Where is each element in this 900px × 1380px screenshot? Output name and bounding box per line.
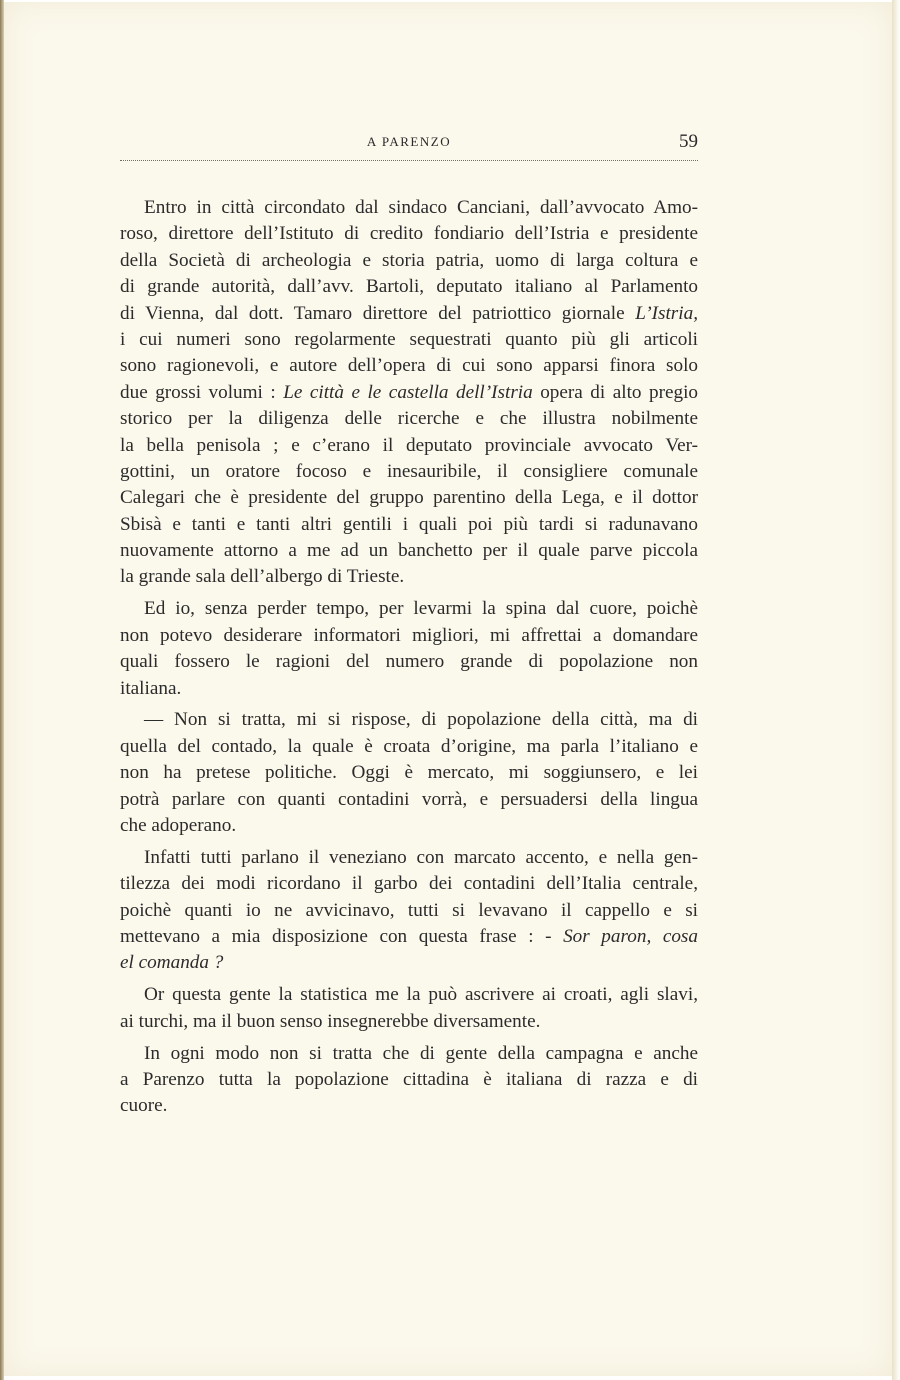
page-number: 59 xyxy=(679,131,698,152)
text-line xyxy=(120,871,698,897)
italic-run: Le città e le castella dell’Istria xyxy=(283,381,533,403)
text-run: gottini, un oratore focoso e inesauribile, il consigliere comunale xyxy=(120,460,698,482)
text-line xyxy=(120,1093,698,1119)
text-line xyxy=(120,274,698,300)
text-run: — Non si tratta, mi si rispose, di popolazione della città, ma di xyxy=(144,709,698,731)
text-line xyxy=(120,195,698,221)
paragraph xyxy=(120,845,698,977)
text-line xyxy=(120,353,698,379)
body-text xyxy=(120,195,698,1120)
paragraph xyxy=(120,707,698,839)
text-run: nuovamente attorno a me ad un banchetto per il quale parve piccola xyxy=(120,540,698,562)
text-run: sono ragionevoli, e autore dell’opera di cui sono apparsi finora solo xyxy=(120,355,698,377)
text-run: Entro in città circondato dal sindaco Canciani, dall’avvocato Amo- xyxy=(144,197,698,218)
text-run: Sbisà e tanti e tanti altri gentili i quali poi più tardi si radunavano xyxy=(120,513,698,535)
text-run: cuore. xyxy=(120,1095,168,1117)
text-line xyxy=(120,787,698,813)
paragraph xyxy=(120,195,698,591)
text-run: a Parenzo tutta la popolazione cittadina è italiana di razza e di xyxy=(120,1069,698,1090)
italic-run: L’Istria, xyxy=(635,302,698,324)
running-head: A PARENZO xyxy=(366,134,452,149)
text-run: non ha pretese politiche. Oggi è mercato, mi soggiunsero, e lei xyxy=(120,762,698,784)
text-run: i cui numeri sono regolarmente sequestrati quanto più gli articoli xyxy=(120,328,698,350)
text-line xyxy=(120,406,698,432)
text-run: Ed io, senza perder tempo, per levarmi la spina dal cuore, poichè xyxy=(144,598,698,620)
text-line xyxy=(120,512,698,538)
text-line xyxy=(120,760,698,786)
text-run: italiana. xyxy=(120,677,182,699)
text-run: non potevo desiderare informatori migliori, mi affrettai a domandare xyxy=(120,624,698,646)
text-line xyxy=(120,564,698,590)
text-run: Infatti tutti parlano il veneziano con marcato accento, e nella gen- xyxy=(144,846,698,868)
page-header xyxy=(120,131,698,155)
header-rule xyxy=(120,160,698,161)
text-run: storico per la diligenza delle ricerche e che illustra nobilmente xyxy=(120,408,698,430)
text-line xyxy=(120,1009,698,1035)
text-line xyxy=(120,707,698,733)
text-run: Or questa gente la statistica me la può ascrivere ai croati, agli slavi, xyxy=(144,984,698,1006)
text-run: In ogni modo non si tratta che di gente della campagna e anche xyxy=(144,1042,698,1064)
text-run: opera di alto pregio xyxy=(532,381,698,403)
text-line xyxy=(120,898,698,924)
text-run: roso, direttore dell’Istituto di credito fondiario dell’Istria e presidente xyxy=(120,223,698,245)
text-run: Calegari che è presidente del gruppo parentino della Lega, e il dottor xyxy=(120,487,698,509)
text-line xyxy=(120,950,698,976)
text-run: quella del contado, la quale è croata d’origine, ma parla l’italiano e xyxy=(120,735,698,757)
text-line xyxy=(120,982,698,1008)
text-run: quali fossero le ragioni del numero grande di popolazione non xyxy=(120,651,698,673)
text-line xyxy=(120,676,698,702)
text-line xyxy=(120,538,698,564)
text-line xyxy=(120,459,698,485)
text-line xyxy=(120,221,698,247)
text-line xyxy=(120,301,698,327)
text-run: poichè quanti io ne avvicinavo, tutti si levavano il cappello e si xyxy=(120,899,698,921)
text-line xyxy=(120,1041,698,1067)
text-run: di Vienna, dal dott. Tamaro direttore del patriottico giornale xyxy=(120,302,636,324)
text-line xyxy=(120,1067,698,1093)
text-run: della Società di archeologia e storia patria, uomo di larga coltura e xyxy=(120,249,698,271)
text-line xyxy=(120,380,698,406)
text-run: mettevano a mia disposizione con questa frase : - xyxy=(120,926,564,948)
text-run: potrà parlare con quanti contadini vorrà, e persuadersi della lingua xyxy=(120,788,698,810)
text-run: di grande autorità, dall’avv. Bartoli, deputato italiano al Parlamento xyxy=(120,276,698,298)
text-run: che adoperano. xyxy=(120,814,237,836)
text-line xyxy=(120,327,698,353)
text-line xyxy=(120,734,698,760)
text-line xyxy=(120,924,698,950)
text-line xyxy=(120,433,698,459)
text-line xyxy=(120,813,698,839)
text-run: ai turchi, ma il buon senso insegnerebbe diversamente. xyxy=(120,1010,541,1032)
paragraph xyxy=(120,982,698,1035)
text-line xyxy=(120,248,698,274)
page-right-edge xyxy=(892,0,900,1380)
text-line xyxy=(120,596,698,622)
text-line xyxy=(120,649,698,675)
italic-run: Sor paron, cosa xyxy=(563,926,698,948)
text-run: la grande sala dell’albergo di Trieste. xyxy=(120,566,405,588)
paragraph xyxy=(120,1041,698,1120)
text-line xyxy=(120,485,698,511)
text-run: la bella penisola ; e c’erano il deputato provinciale avvocato Ver- xyxy=(120,434,698,456)
text-line xyxy=(120,623,698,649)
text-run: tilezza dei modi ricordano il garbo dei contadini dell’Italia centrale, xyxy=(120,873,698,895)
text-line xyxy=(120,845,698,871)
text-run: due grossi volumi : xyxy=(120,381,284,403)
paragraph xyxy=(120,596,698,702)
italic-run: el comanda ? xyxy=(120,952,224,974)
